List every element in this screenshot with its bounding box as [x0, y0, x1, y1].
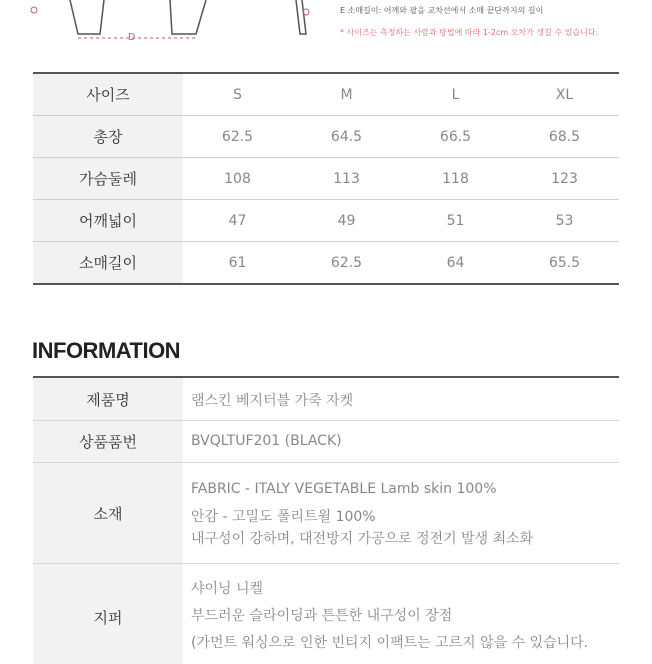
info-label: 상품품번 — [33, 421, 183, 462]
size-notes — [340, 0, 598, 44]
dimension-d-label: D — [128, 32, 136, 43]
info-line: FABRIC - ITALY VEGETABLE Lamb skin 100% — [191, 481, 497, 497]
info-label: 지퍼 — [33, 564, 183, 664]
cell-value: 68.5 — [510, 116, 619, 158]
size-col-l: L — [401, 73, 510, 116]
cell-value: 113 — [292, 158, 401, 200]
cell-value: 123 — [510, 158, 619, 200]
info-line: BVQLTUF201 (BLACK) — [191, 433, 342, 449]
info-line: 샤이닝 니켈 — [191, 581, 264, 597]
info-line: 안감 - 고밀도 폴리트윌 100% — [191, 509, 376, 525]
row-label: 소매길이 — [33, 242, 183, 285]
info-value — [183, 421, 342, 462]
cell-value: 108 — [183, 158, 292, 200]
cell-value: 64 — [401, 242, 510, 285]
info-line: 내구성이 강하며, 대전방지 가공으로 정전기 발생 최소화 — [191, 531, 534, 547]
cell-value: 65.5 — [510, 242, 619, 285]
size-row-sleeve — [33, 242, 619, 285]
info-row-material — [33, 463, 619, 564]
cell-value: 118 — [401, 158, 510, 200]
size-header-row — [33, 73, 619, 116]
row-label: 총장 — [33, 116, 183, 158]
info-row-zipper — [33, 564, 619, 664]
cell-value: 64.5 — [292, 116, 401, 158]
info-label: 제품명 — [33, 378, 183, 420]
info-label: 소재 — [33, 463, 183, 563]
note-sleeve-length: E 소매길이: 어깨와 팔을 교차선에서 소매 끝단까지의 길이 — [340, 6, 544, 15]
information-table — [33, 376, 619, 664]
cell-value: 53 — [510, 200, 619, 242]
info-line: 부드러운 슬라이딩과 튼튼한 내구성이 장점 — [191, 608, 453, 624]
cell-value: 66.5 — [401, 116, 510, 158]
note-measure-tolerance: * 사이즈는 측정하는 사람과 방법에 따라 1-2cm 오차가 생길 수 있습니다. — [340, 28, 599, 37]
cell-value: 62.5 — [183, 116, 292, 158]
cell-value: 62.5 — [292, 242, 401, 285]
size-col-m: M — [292, 73, 401, 116]
size-row-shoulder — [33, 200, 619, 242]
size-diagram-area — [0, 0, 652, 72]
info-value — [183, 378, 353, 420]
info-value — [183, 463, 533, 563]
cell-value: 49 — [292, 200, 401, 242]
info-value — [183, 564, 588, 664]
size-table — [33, 72, 619, 285]
info-row-product-name — [33, 378, 619, 421]
size-row-total-length — [33, 116, 619, 158]
size-header-label: 사이즈 — [33, 73, 183, 116]
info-line: (가먼트 워싱으로 인한 빈티지 이팩트는 고르지 않을 수 있습니다. — [191, 635, 589, 651]
info-row-product-code — [33, 421, 619, 463]
information-title: INFORMATION — [32, 338, 181, 363]
size-col-xl: XL — [510, 73, 619, 116]
row-label: 가슴둘레 — [33, 158, 183, 200]
row-label: 어깨넓이 — [33, 200, 183, 242]
cell-value: 47 — [183, 200, 292, 242]
cell-value: 51 — [401, 200, 510, 242]
cell-value: 61 — [183, 242, 292, 285]
info-line: 램스킨 베지터블 가죽 자켓 — [191, 393, 354, 409]
size-row-chest — [33, 158, 619, 200]
size-col-s: S — [183, 73, 292, 116]
